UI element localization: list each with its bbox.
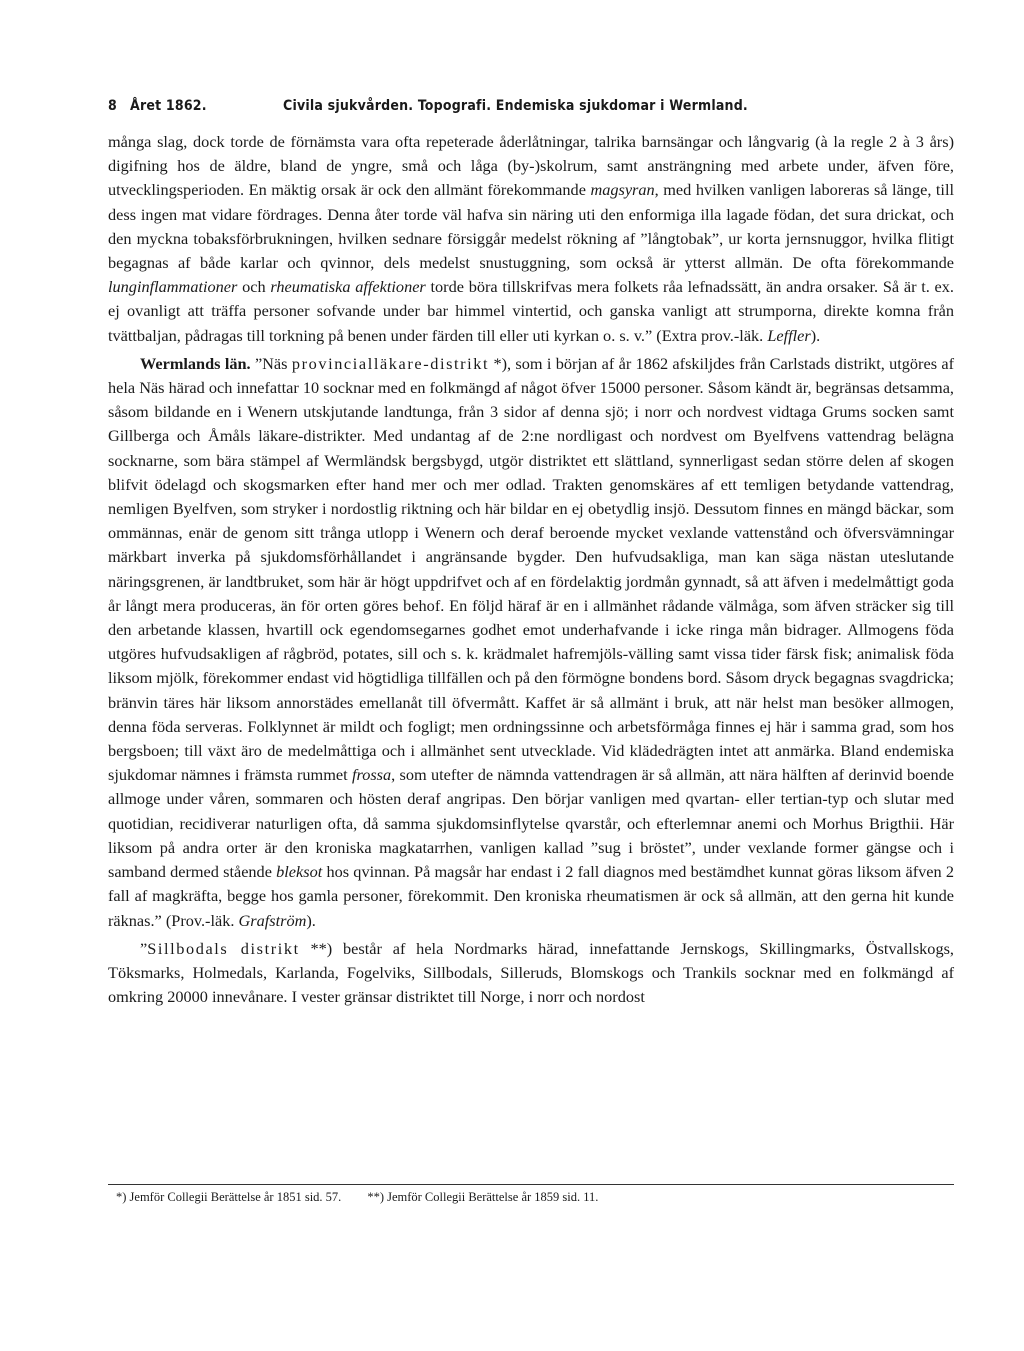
paragraph-1 — [108, 130, 954, 348]
italic-term: frossa — [351, 765, 392, 785]
body-text — [108, 130, 954, 1009]
district-name: provincialläkare-distrikt — [291, 353, 490, 373]
text-run: , med hvilken vanligen laboreras så länge, till dess ingen mat vidare fördrages. Denna åter torde väl hafva sin näring uti den enformiga illa lagade födan, det sura drickat, och den myckna tobaksförbrukningen, hvilken sednare försiggår medelst rökning af ”långtobak”, ur korta jernsnuggor, hvilka flitigt begagnas af både karlar och qvinnor, dels medelst snustuggning, som också är ytterst allmän. De ofta förekommande — [108, 180, 955, 273]
footnotes — [116, 1189, 954, 1205]
text-run: , som utefter de nämnda vattendragen är så allmän, att nära hälften af derinvid boende allmoge under våren, sommaren och hösten deraf angripas. Den börjar vanligen med qvartan- eller tertian-typ och slutar med quotidian, recidiverar naturligen ofta, då samma sjukdomsinflytelse qvarstår, och efterlemnar anemi och Morhus Brigthii. Här liksom på andra orter är den kroniska magkatarrhen, vanligen kallad ”sug i bröstet”, under vexlande former gängse och i samband dermed stående — [108, 765, 954, 882]
paragraph-3 — [108, 937, 954, 1010]
author-name: Leffler — [767, 325, 811, 345]
author-name: Grafström — [238, 910, 307, 930]
italic-term: magsyran — [590, 180, 655, 200]
footnote-1: *) Jemför Collegii Berättelse år 1851 sid. 57. — [116, 1190, 342, 1204]
section-heading: Wermlands län. — [140, 353, 251, 373]
paragraph-2 — [108, 352, 954, 933]
italic-term: bleksot — [276, 862, 323, 882]
text-run: hos qvinnan. På magsår har endast i 2 fall diagnos med bestämdhet kunnat göras liksom äfven 2 fall af magkräfta, begge hos gamla personer, förekommit. Den kroniska rheumatismen är ock så allmän, att den gerna hit kunde räknas.” (Prov.-läk. — [108, 862, 954, 930]
footnote-divider — [108, 1184, 954, 1185]
text-run: ”Näs — [254, 353, 292, 373]
text-run: ” — [140, 938, 148, 958]
text-run: torde böra tillskrifvas mera folkets råa lefnadssätt, än andra orsaker. Så är t. ex. ej ovanligt att träffa personer sofvande under bar himmel vintertid, och ganska vanligt att strumporna, direkte komna från tvättbaljan, pådragas till torkning på benen under färden till eller uti kyrkan o. s. v.” (Extra prov.-läk. — [108, 277, 954, 345]
district-name: Sillbodals distrikt — [147, 938, 300, 958]
italic-term: lunginflammationer — [108, 277, 238, 297]
page-number: 8 — [108, 98, 117, 114]
text-run: ). — [306, 910, 316, 930]
italic-term: rheumatiska affektioner — [270, 277, 426, 297]
text-run: många slag, dock torde de förnämsta vara ofta repeterade åderlåtningar, talrika barnsängar och långvarig (à la regle 2 à 3 års) digifning hos de äldre, bland de yngre, små och låga (by-)skolrum, samt ansträngning med arbete under, äfven före, utvecklingsperioden. En mäktig orsak är ock den allmänt förekommande — [108, 132, 954, 200]
text-run: ). — [810, 325, 821, 345]
header-year: Året 1862. — [130, 98, 207, 114]
text-run: **) består af hela Nordmarks härad, innefattande Jernskogs, Skillingmarks, Östvallskogs, Töksmarks, Holmedals, Karlanda, Fogelviks, Sillbodals, Silleruds, Blomskogs och Trankils socknar med en folkmängd af omkring 20000 innevånare. I vester gränsar distriktet till Norge, i norr och nordost — [108, 938, 954, 1007]
text-run: *), som i början af år 1862 afskiljdes från Carlstads distrikt, utgöres af hela Näs härad och innefattar 10 socknar med en folkmängd af något öfver 15000 personer. Såsom kändt är, begränsas detsamma, såsom bildande en i Wenern utskjutande landtunga, från 3 sidor af denna sjö; i norr och nordvest vidtaga Grums socken samt Gillberga och Åmåls läkare-distrikter. Med undantag af de 2:ne nordligast och nordvest om Byelfvens vattendrag belägna socknarne, som bära stämpel af Wermländsk bergsbygd, utgör distriktet ett slättland, synnerligast sedan större delen af skogen blifvit ödelagd och skogsmarken efter hand mer och mer odlad. Trakten genomskäres af ett temligen betydande vattendrag, nemligen Byelfven, som stryker i nordostlig riktning och här bildar en ej obetydlig insjö. Dessutom finnes en mängd bäckar, som ommännas, enär de genom sitt trånga utlopp i Wenern och deraf beroende mycket vexlande vattenstånd och öfversvämningar märkbart inverka på sjukdomsförhållandet i angränsande bygder. Den hufvudsakliga, man kan säga nästan uteslutande näringsgrenen, är landtbruket, som här är högt uppdrifvet och af en fördelaktig jordmån gynnadt, så att äfven i medelmåttigt goda år långt mera produceras, än för orten göres behof. En följd häraf är en i allmänhet rådande välmåga, som äfven sträcker sig till den arbetande klassen, hvartill ock egendomsegarnes godhet emot underhafvande i icke ringa mån bidrager. Allmogens föda utgöres hufvudsakligen af rågbröd, potates, sill och s. k. krädmalet hafremjöls-välling samt vissa tider färsk fisk; animalisk föda liksom mjölk, förekommer endast vid högtidliga tillfällen och på den förmögne bondens bord. Såsom dryck begagnas svagdricka; bränvin täres här liksom annorstädes emellanåt till öfvermått. Kaffet är så allmänt i bruk, att när helst man besöker allmogen, denna föda serveras. Folklynnet är mildt och fogligt; men ordningssinne och arbetsförmåga finnes ej här i samma grad, som hos bergsboen; till växt äro de medelmåttiga och i allmänhet sent utvecklade. Vid klädedrägten intet att anmärka. Bland endemiska sjukdomar nämnes i främsta rummet — [108, 353, 955, 785]
header-title: Civila sjukvården. Topografi. Endemiska sjukdomar i Wermland. — [283, 98, 748, 114]
running-header — [108, 98, 968, 118]
text-run: och — [237, 277, 271, 297]
footnote-2: **) Jemför Collegii Berättelse år 1859 sid. 11. — [367, 1190, 599, 1204]
